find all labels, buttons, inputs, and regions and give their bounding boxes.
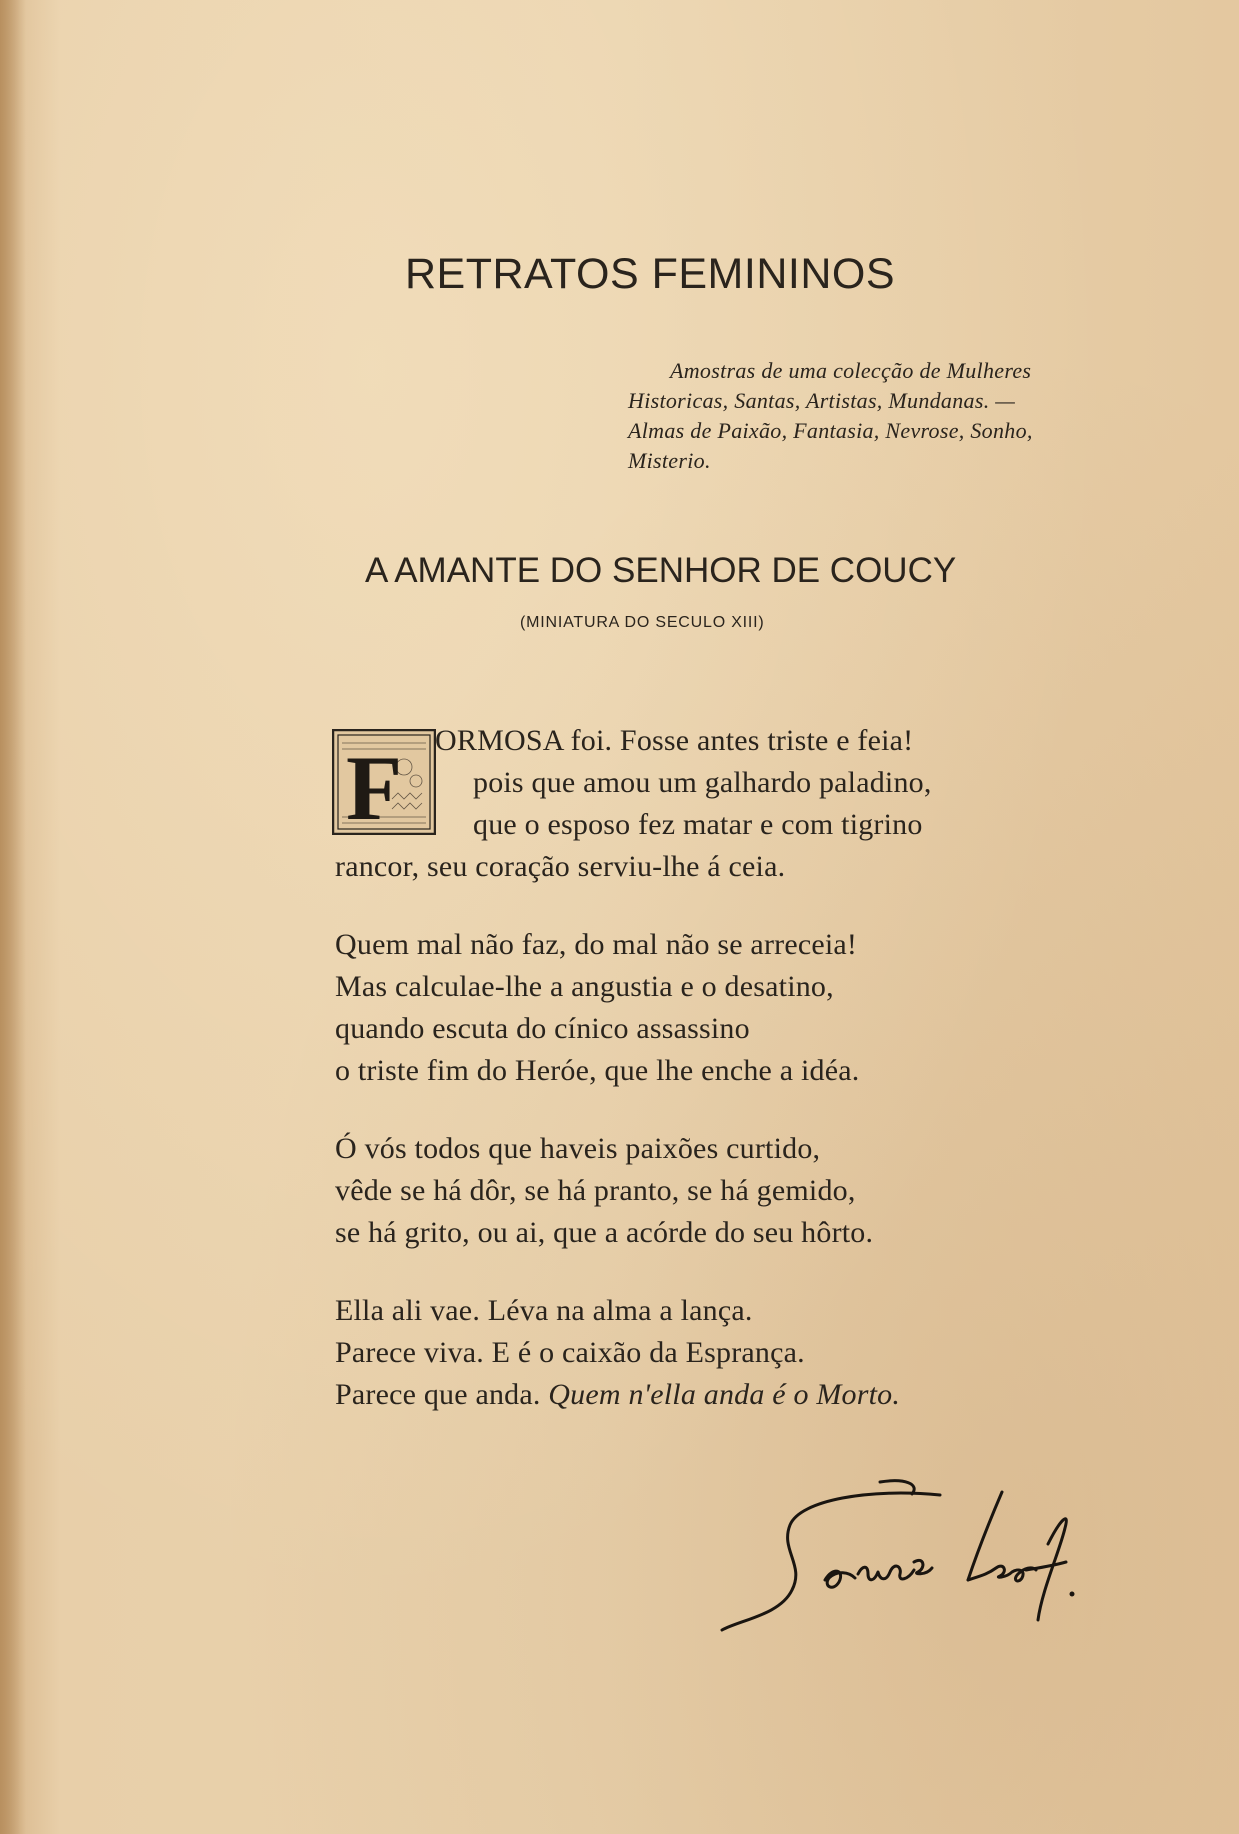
main-title: RETRATOS FEMININOS — [405, 250, 895, 298]
section-subtitle: (MINIATURA DO SECULO XIII) — [520, 614, 765, 631]
poem-final-italic: Quem n'ella anda é o Morto. — [548, 1378, 901, 1411]
poem-line: rancor, seu coração serviu-lhe á ceia. — [335, 850, 786, 883]
poem-line: pois que amou um galhardo paladino, — [473, 766, 932, 799]
stanza-gap — [335, 888, 1095, 924]
stanza-gap — [335, 1092, 1095, 1128]
poem-line: que o esposo fez matar e com tigrino — [473, 808, 923, 841]
epigraph-line: Amostras de uma colecção de Mulheres — [670, 358, 1032, 383]
epigraph-line: Misterio. — [628, 448, 711, 473]
poem-line: ORMOSA foi. Fosse antes triste e feia! — [435, 724, 914, 757]
poem-line: Quem mal não faz, do mal não se arreceia! — [335, 928, 858, 961]
dropcap-letter: F — [346, 737, 403, 835]
poem-line: vêde se há dôr, se há pranto, se há gemido, — [335, 1174, 856, 1207]
stanza-gap — [335, 1254, 1095, 1290]
poem-line: quando escuta do cínico assassino — [335, 1012, 750, 1045]
poem-line: se há grito, ou ai, que a acórde do seu hôrto. — [335, 1216, 874, 1249]
poem-line: Mas calculae-lhe a angustia e o desatino, — [335, 970, 834, 1003]
section-title: A AMANTE DO SENHOR DE COUCY — [365, 551, 957, 590]
handwritten-signature — [720, 1470, 1120, 1650]
poem — [335, 720, 1095, 1416]
page-gutter-shadow — [0, 0, 26, 1834]
poem-line: Ella ali vae. Léva na alma a lança. — [335, 1294, 753, 1327]
poem-line: Parece viva. E é o caixão da Esprança. — [335, 1336, 805, 1369]
epigraph-line: Almas de Paixão, Fantasia, Nevrose, Sonho, — [628, 418, 1033, 443]
poem-line-final — [335, 1374, 1095, 1416]
epigraph — [628, 356, 1128, 476]
poem-final-roman: Parece que anda. — [335, 1378, 549, 1411]
poem-line: o triste fim do Heróe, que lhe enche a idéa. — [335, 1054, 860, 1087]
poem-line: Ó vós todos que haveis paixões curtido, — [335, 1132, 821, 1165]
epigraph-line: Historicas, Santas, Artistas, Mundanas. — — [628, 388, 1016, 413]
